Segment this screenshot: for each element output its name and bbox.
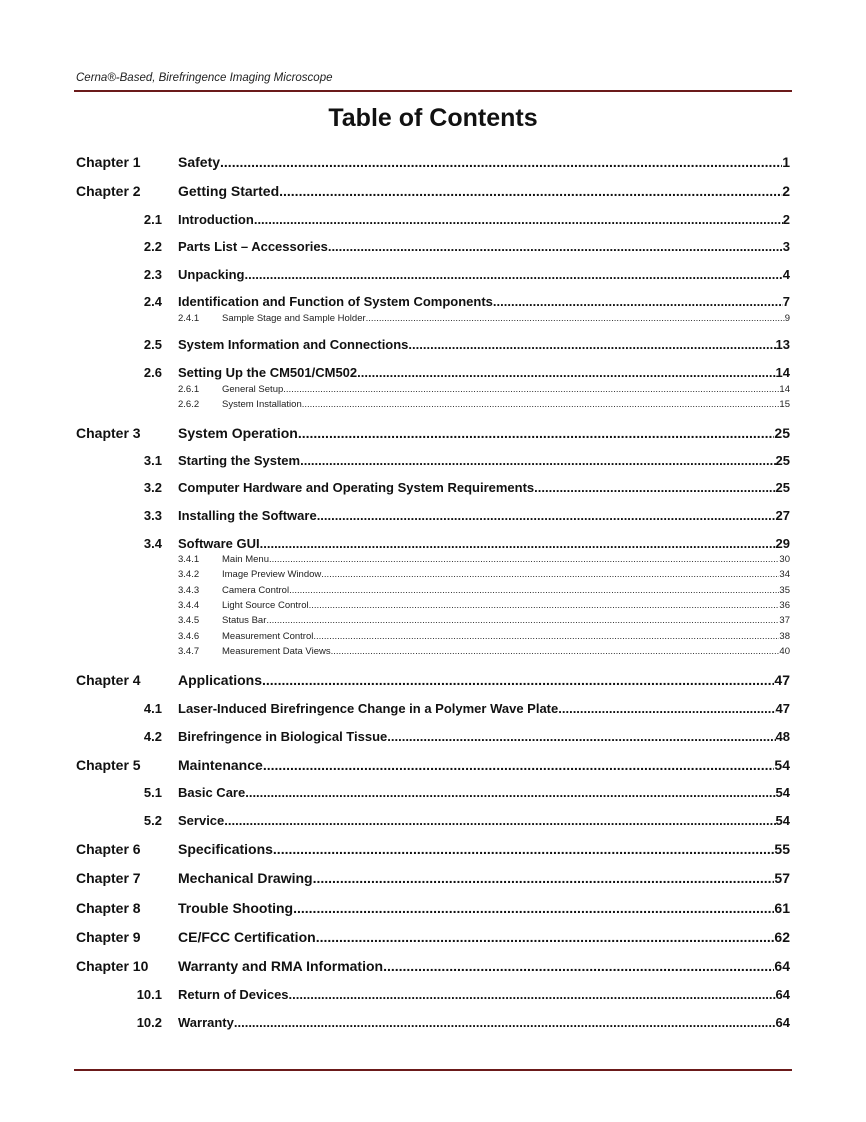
- dot-leader: [245, 784, 775, 801]
- dot-leader: [298, 424, 775, 442]
- toc-entry-title: System Installation: [222, 399, 302, 410]
- toc-entry-title: Status Bar: [222, 615, 267, 626]
- toc-entry-body: [222, 313, 790, 325]
- running-header: Cerna®-Based, Birefringence Imaging Microscope: [76, 72, 333, 84]
- toc-entry-page-number: 2: [782, 183, 790, 199]
- toc-entry-body: [178, 812, 790, 829]
- dot-leader: [293, 899, 774, 917]
- dot-leader: [316, 928, 775, 946]
- toc-entry-number: Chapter 8: [76, 900, 141, 916]
- toc-entry-body: [178, 840, 790, 858]
- dot-leader: [244, 266, 782, 283]
- toc-entry-number: 3.4.5: [178, 615, 200, 626]
- toc-entry-number: 3.3: [143, 508, 162, 523]
- dot-leader: [263, 756, 775, 774]
- toc-entry-page-number: 7: [782, 294, 790, 309]
- toc-entry-page-number: 9: [784, 313, 790, 324]
- dot-leader: [224, 812, 775, 829]
- toc-entry-number: Chapter 3: [76, 425, 141, 441]
- toc-section-entry[interactable]: [0, 507, 866, 524]
- toc-entry-page-number: 55: [774, 841, 790, 857]
- toc-entry-title: Computer Hardware and Operating System Requirements: [178, 480, 535, 495]
- toc-entry-number: 2.6.2: [178, 399, 200, 410]
- dot-leader: [317, 507, 776, 524]
- toc-entry-number: Chapter 1: [76, 154, 141, 170]
- dot-leader: [313, 869, 775, 887]
- toc-entry-number: 10.1: [136, 987, 162, 1002]
- toc-entry-title: Unpacking: [178, 267, 245, 282]
- toc-entry-number: 3.4.7: [178, 646, 200, 657]
- toc-entry-page-number: 25: [774, 425, 790, 441]
- toc-title: Table of Contents: [328, 104, 538, 132]
- toc-entry-page-number: 47: [774, 672, 790, 688]
- toc-entry-page-number: 54: [774, 757, 790, 773]
- toc-section-entry[interactable]: [0, 812, 866, 829]
- toc-entry-number: 10.2: [136, 1015, 162, 1030]
- toc-entry-title: Sample Stage and Sample Holder: [222, 313, 366, 324]
- toc-chapter-entry[interactable]: [0, 840, 866, 858]
- dot-leader: [283, 384, 779, 396]
- toc-entry-body: [222, 646, 790, 658]
- dot-leader: [289, 585, 779, 597]
- toc-entry-page-number: 3: [782, 239, 790, 254]
- dot-leader: [309, 600, 780, 612]
- toc-chapter-entry[interactable]: [0, 869, 866, 887]
- toc-entry-page-number: 15: [779, 399, 790, 410]
- dot-leader: [558, 700, 775, 717]
- toc-subsection-entry[interactable]: [0, 384, 866, 396]
- dot-leader: [493, 293, 783, 310]
- toc-entry-title: Warranty: [178, 1015, 234, 1030]
- toc-subsection-entry[interactable]: [0, 646, 866, 658]
- toc-entry-body: [178, 452, 790, 469]
- toc-entry-number: 2.1: [143, 212, 162, 227]
- dot-leader: [313, 631, 779, 643]
- toc-entry-body: [178, 1014, 790, 1031]
- toc-entry-number: 2.4.1: [178, 313, 200, 324]
- toc-entry-page-number: 14: [779, 384, 790, 395]
- toc-entry-body: [222, 585, 790, 597]
- toc-section-entry[interactable]: [0, 266, 866, 283]
- toc-entry-number: 3.4.3: [178, 585, 200, 596]
- toc-entry-title: Specifications: [178, 841, 273, 857]
- dot-leader: [302, 399, 780, 411]
- toc-entry-page-number: 61: [774, 900, 790, 916]
- toc-entry-page-number: 13: [775, 337, 790, 352]
- toc-entry-body: [178, 700, 790, 717]
- toc-entry-page-number: 64: [775, 987, 790, 1002]
- toc-entry-body: [178, 266, 790, 283]
- toc-section-entry[interactable]: [0, 700, 866, 717]
- toc-entry-body: [178, 928, 790, 946]
- toc-section-entry[interactable]: [0, 986, 866, 1003]
- toc-entry-body: [178, 535, 790, 552]
- toc-chapter-entry[interactable]: [0, 153, 866, 171]
- toc-entry-title: Applications: [178, 672, 263, 688]
- toc-entry-title: System Information and Connections: [178, 337, 409, 352]
- dot-leader: [260, 535, 776, 552]
- toc-entry-page-number: 27: [775, 508, 790, 523]
- dot-leader: [273, 840, 775, 858]
- toc-entry-title: Warranty and RMA Information: [178, 958, 384, 974]
- toc-entry-title: Service: [178, 813, 225, 828]
- toc-entry-title: System Operation: [178, 425, 298, 441]
- toc-entry-number: Chapter 5: [76, 757, 141, 773]
- toc-entry-number: 3.1: [143, 453, 162, 468]
- toc-entry-number: Chapter 6: [76, 841, 141, 857]
- toc-entry-page-number: 30: [779, 554, 790, 565]
- toc-entry-title: Installing the Software: [178, 508, 317, 523]
- toc-entry-page-number: 1: [782, 154, 790, 170]
- toc-entry-page-number: 25: [775, 480, 790, 495]
- toc-entry-page-number: 4: [782, 267, 790, 282]
- toc-subsection-entry[interactable]: [0, 615, 866, 627]
- toc-section-entry[interactable]: [0, 784, 866, 801]
- toc-entry-title: Birefringence in Biological Tissue: [178, 729, 388, 744]
- toc-entry-body: [222, 569, 790, 581]
- toc-chapter-entry[interactable]: [0, 424, 866, 442]
- toc-entry-body: [178, 899, 790, 917]
- dot-leader: [289, 986, 776, 1003]
- toc-subsection-entry[interactable]: [0, 631, 866, 643]
- toc-entry-page-number: 54: [775, 785, 790, 800]
- dot-leader: [366, 313, 785, 325]
- toc-entry-number: 2.6: [143, 365, 162, 380]
- toc-entry-number: Chapter 7: [76, 870, 141, 886]
- toc-entry-title: Light Source Control: [222, 600, 309, 611]
- toc-entry-number: Chapter 2: [76, 183, 141, 199]
- toc-subsection-entry[interactable]: [0, 569, 866, 581]
- toc-entry-body: [178, 238, 790, 255]
- toc-entry-page-number: 29: [775, 536, 790, 551]
- toc-entry-body: [178, 479, 790, 496]
- toc-entry-title: Identification and Function of System Components: [178, 294, 493, 309]
- toc-entry-number: Chapter 9: [76, 929, 141, 945]
- toc-entry-body: [178, 153, 790, 171]
- toc-chapter-entry[interactable]: [0, 182, 866, 200]
- dot-leader: [534, 479, 775, 496]
- toc-entry-number: 5.2: [143, 813, 162, 828]
- toc-entry-page-number: 38: [779, 631, 790, 642]
- toc-entry-body: [178, 869, 790, 887]
- toc-entry-page-number: 2: [782, 212, 790, 227]
- toc-entry-title: Safety: [178, 154, 221, 170]
- toc-chapter-entry[interactable]: [0, 928, 866, 946]
- toc-subsection-entry[interactable]: [0, 399, 866, 411]
- toc-section-entry[interactable]: [0, 479, 866, 496]
- dot-leader: [266, 615, 779, 627]
- dot-leader: [300, 452, 775, 469]
- toc-entry-body: [178, 728, 790, 745]
- toc-subsection-entry[interactable]: [0, 585, 866, 597]
- toc-entry-title: Camera Control: [222, 585, 290, 596]
- toc-entry-title: Main Menu: [222, 554, 269, 565]
- toc-entry-number: 3.4.6: [178, 631, 200, 642]
- toc-entry-page-number: 35: [779, 585, 790, 596]
- toc-entry-number: 5.1: [143, 785, 162, 800]
- dot-leader: [262, 671, 774, 689]
- dot-leader: [357, 364, 775, 381]
- toc-entry-title: Basic Care: [178, 785, 246, 800]
- toc-entry-body: [178, 507, 790, 524]
- toc-section-entry[interactable]: [0, 238, 866, 255]
- header-rule: [74, 90, 792, 92]
- toc-subsection-entry[interactable]: [0, 313, 866, 325]
- toc-entry-page-number: 48: [775, 729, 790, 744]
- toc-entry-body: [222, 399, 790, 411]
- toc-entry-title: CE/FCC Certification: [178, 929, 316, 945]
- toc-entry-title: Return of Devices: [178, 987, 289, 1002]
- toc-entry-body: [178, 671, 790, 689]
- toc-entry-number: 2.3: [143, 267, 162, 282]
- dot-leader: [328, 238, 783, 255]
- toc-subsection-entry[interactable]: [0, 600, 866, 612]
- dot-leader: [387, 728, 775, 745]
- toc-entry-number: 2.2: [143, 239, 162, 254]
- toc-entry-title: Mechanical Drawing: [178, 870, 313, 886]
- toc-entry-number: 3.4.4: [178, 600, 200, 611]
- toc-entry-number: 2.4: [143, 294, 162, 309]
- toc-entry-title: Parts List – Accessories: [178, 239, 328, 254]
- dot-leader: [321, 569, 779, 581]
- dot-leader: [383, 957, 774, 975]
- dot-leader: [269, 554, 779, 566]
- footer-rule: [74, 1069, 792, 1071]
- toc-entry-page-number: 64: [774, 958, 790, 974]
- toc-entry-page-number: 54: [775, 813, 790, 828]
- toc-entry-title: Setting Up the CM501/CM502: [178, 365, 358, 380]
- toc-section-entry[interactable]: [0, 452, 866, 469]
- toc-entry-number: 2.5: [143, 337, 162, 352]
- toc-entry-title: Getting Started: [178, 183, 280, 199]
- toc-entry-body: [178, 211, 790, 228]
- toc-chapter-entry[interactable]: [0, 957, 866, 975]
- toc-entry-number: 3.4.2: [178, 569, 200, 580]
- toc-entry-title: Image Preview Window: [222, 569, 322, 580]
- toc-chapter-entry[interactable]: [0, 756, 866, 774]
- toc-entry-body: [222, 384, 790, 396]
- toc-entry-title: Software GUI: [178, 536, 260, 551]
- toc-entry-body: [222, 600, 790, 612]
- toc-entry-body: [178, 784, 790, 801]
- toc-subsection-entry[interactable]: [0, 554, 866, 566]
- toc-entry-body: [178, 364, 790, 381]
- toc-section-entry[interactable]: [0, 1014, 866, 1031]
- toc-entry-body: [178, 293, 790, 310]
- toc-entry-page-number: 40: [779, 646, 790, 657]
- toc-entry-body: [222, 615, 790, 627]
- toc-entry-title: Measurement Data Views: [222, 646, 331, 657]
- toc-entry-number: 4.2: [143, 729, 162, 744]
- toc-entry-body: [178, 957, 790, 975]
- dot-leader: [220, 153, 782, 171]
- toc-chapter-entry[interactable]: [0, 899, 866, 917]
- toc-entry-page-number: 37: [779, 615, 790, 626]
- toc-section-entry[interactable]: [0, 535, 866, 552]
- toc-entry-page-number: 47: [775, 701, 790, 716]
- dot-leader: [279, 182, 782, 200]
- toc-entry-page-number: 36: [779, 600, 790, 611]
- toc-entry-page-number: 34: [779, 569, 790, 580]
- toc-entry-body: [222, 554, 790, 566]
- toc-entry-page-number: 14: [775, 365, 790, 380]
- toc-entry-page-number: 25: [775, 453, 790, 468]
- toc-entry-page-number: 62: [774, 929, 790, 945]
- toc-entry-page-number: 57: [774, 870, 790, 886]
- dot-leader: [408, 336, 775, 353]
- dot-leader: [331, 646, 780, 658]
- toc-entry-page-number: 64: [775, 1015, 790, 1030]
- dot-leader: [254, 211, 783, 228]
- toc-entry-title: General Setup: [222, 384, 284, 395]
- toc-section-entry[interactable]: [0, 728, 866, 745]
- toc-entry-number: 3.2: [143, 480, 162, 495]
- toc-entry-body: [178, 336, 790, 353]
- toc-section-entry[interactable]: [0, 336, 866, 353]
- toc-chapter-entry[interactable]: [0, 671, 866, 689]
- toc-entry-title: Introduction: [178, 212, 254, 227]
- dot-leader: [234, 1014, 776, 1031]
- toc-section-entry[interactable]: [0, 293, 866, 310]
- toc-entry-title: Laser-Induced Birefringence Change in a Polymer Wave Plate: [178, 701, 559, 716]
- toc-entry-title: Maintenance: [178, 757, 263, 773]
- toc-entry-number: 3.4.1: [178, 554, 200, 565]
- toc-section-entry[interactable]: [0, 364, 866, 381]
- toc-entry-number: Chapter 4: [76, 672, 141, 688]
- toc-entry-title: Trouble Shooting: [178, 900, 294, 916]
- toc-entry-title: Starting the System: [178, 453, 301, 468]
- toc-section-entry[interactable]: [0, 211, 866, 228]
- toc-entry-body: [178, 756, 790, 774]
- toc-entry-body: [178, 182, 790, 200]
- toc-entry-number: 2.6.1: [178, 384, 200, 395]
- toc-entry-body: [222, 631, 790, 643]
- toc-entry-number: 3.4: [143, 536, 162, 551]
- toc-entry-title: Measurement Control: [222, 631, 314, 642]
- toc-entry-body: [178, 986, 790, 1003]
- toc-entry-body: [178, 424, 790, 442]
- toc-entry-number: Chapter 10: [76, 958, 149, 974]
- toc-entry-number: 4.1: [143, 701, 162, 716]
